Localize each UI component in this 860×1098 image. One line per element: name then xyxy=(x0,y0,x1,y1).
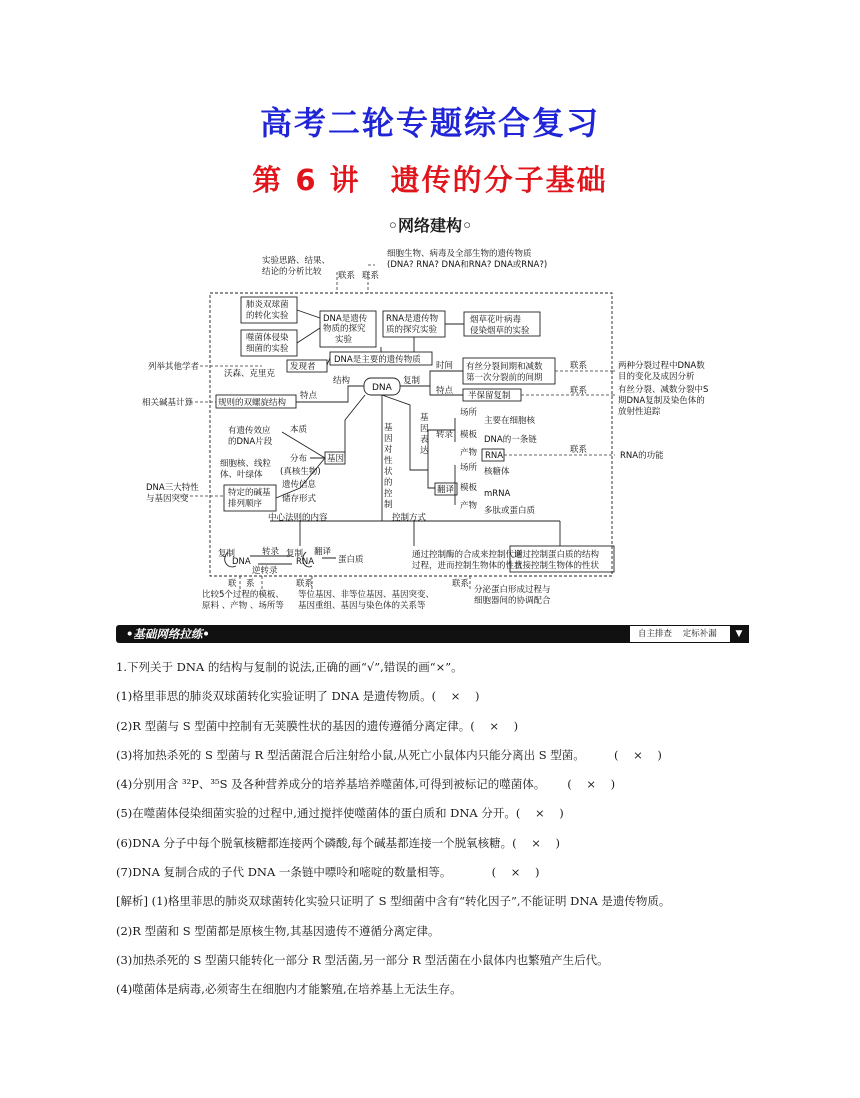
link-label: 联系 xyxy=(296,579,314,589)
note-text: 基因重组、基因与染色体的关系等 xyxy=(298,601,426,611)
box-text: 因 xyxy=(420,424,429,434)
box-text: 场所 xyxy=(460,408,478,418)
box-text: 特点 xyxy=(300,391,318,401)
box-text: 控 xyxy=(384,489,393,499)
note-text: 等位基因、非等位基因、基因突变、 xyxy=(298,590,435,600)
box-text: 发现者 xyxy=(290,362,316,372)
note-text: DNA三大特性 xyxy=(146,483,199,493)
note-text: 原料 、产物 、场所等 xyxy=(202,601,284,611)
box-text: 性 xyxy=(384,456,393,466)
note-text: RNA的功能 xyxy=(620,451,664,461)
box-text: 产物 xyxy=(460,448,478,458)
box-text: 控制方式 xyxy=(392,513,427,523)
note-text: 分泌蛋白形成过程与 xyxy=(474,585,551,595)
analysis-text: (2)R 型菌和 S 型菌都是原核生物,其基因遗传不遵循分离定律。 xyxy=(116,924,440,938)
box-text: 侵染烟草的实验 xyxy=(470,326,530,336)
box-text: 模板 xyxy=(460,430,478,440)
link-label: 联系 xyxy=(570,386,588,396)
question-item: (5)在噬菌体侵染细菌实验的过程中,通过搅拌使噬菌体的蛋白质和 DNA 分开。( × ) xyxy=(116,806,564,820)
box-text: 因 xyxy=(384,434,393,444)
tag-fill-gap: 定标补漏 xyxy=(682,629,717,639)
question-stem: 1.下列关于 DNA 的结构与复制的说法,正确的画“√”,错误的画“×”。 xyxy=(116,660,463,674)
box-text: 制 xyxy=(384,500,393,510)
analysis-text: (3)加热杀死的 S 型菌只能转化一部分 R 型活菌,另一部分 R 型活菌在小鼠体内也繁殖产生后代。 xyxy=(116,953,609,967)
box-text: 复制 xyxy=(403,376,421,386)
lecture-topic: 遗传的分子基础 xyxy=(390,163,608,197)
note-text: 实验思路、结果、 xyxy=(262,256,331,266)
box-text: 本质 xyxy=(290,425,308,435)
box-text: 基 xyxy=(420,413,429,423)
page-title: 高考二轮专题综合复习 xyxy=(259,104,600,142)
note-text: 两种分裂过程中DNA数 xyxy=(618,361,705,371)
box-text: 排列顺序 xyxy=(228,499,263,509)
box-text: 模板 xyxy=(460,483,478,493)
note-text: 比较5个过程的模板、 xyxy=(202,590,284,600)
box-text: mRNA xyxy=(484,489,511,499)
box-text: 体、叶绿体 xyxy=(220,470,263,480)
note-text: 相关碱基计算 xyxy=(142,398,194,408)
note-text: 与基因突变 xyxy=(146,494,189,504)
box-text: 遗传信息 xyxy=(282,480,317,490)
box-text: 细胞核、线粒 xyxy=(220,459,272,469)
box-text: 半保留复制 xyxy=(468,391,511,401)
box-text: 细菌的实验 xyxy=(246,344,289,354)
box-text: 有遗传效应 xyxy=(228,426,271,436)
box-text: 产物 xyxy=(460,501,478,511)
box-text: 场所 xyxy=(460,463,478,473)
box-text: 噬菌体侵染 xyxy=(246,333,289,343)
chevron-down-icon: ▼ xyxy=(730,626,748,642)
box-text: 烟草花叶病毒 xyxy=(470,315,522,325)
link-label: 联 xyxy=(228,579,237,589)
section-bar-title: •基础网络拉练• xyxy=(126,627,210,641)
link-label: 联系 xyxy=(570,445,588,455)
box-text: 分布 xyxy=(290,454,308,464)
note-text: 结论的分析比较 xyxy=(262,267,322,277)
box-text: 直接控制生物体的性状 xyxy=(514,561,600,571)
note-text: 有丝分裂、减数分裂中S xyxy=(618,385,709,395)
box-text: 达 xyxy=(420,446,429,456)
box-text: (真核生物) xyxy=(280,467,321,477)
box-text: 基 xyxy=(384,423,393,433)
box-text: 复制 xyxy=(218,549,236,559)
box-text: 基因 xyxy=(327,454,345,464)
box-text: DNA是遗传 xyxy=(323,314,368,324)
note-text: 期DNA复制及染色体的 xyxy=(618,396,705,406)
question-item: (2)R 型菌与 S 型菌中控制有无荚膜性状的基因的遗传遵循分离定律。( × ) xyxy=(116,719,519,733)
box-text: 蛋白质 xyxy=(338,555,364,565)
box-text: DNA xyxy=(232,557,251,567)
box-text: 储存形式 xyxy=(282,494,317,504)
box-text: 通过控制酶的合成来控制代谢 xyxy=(412,550,523,560)
box-text: 的DNA片段 xyxy=(228,437,273,447)
section-heading: ◦网络建构◦ xyxy=(387,216,473,235)
question-item: (3)将加热杀死的 S 型菌与 R 型活菌混合后注射给小鼠,从死亡小鼠体内只能分离出 S 型菌。 ( × ) xyxy=(116,748,662,762)
box-text: 过程，进而控制生物体的性状 xyxy=(412,561,523,571)
box-text: 沃森、克里克 xyxy=(224,369,276,379)
note-text: 细胞器间的协调配合 xyxy=(474,596,551,606)
link-label: 联系 xyxy=(338,271,356,281)
box-text: 核糖体 xyxy=(484,467,510,477)
box-text: 通过控制蛋白质的结构 xyxy=(514,550,600,560)
note-text: (DNA? RNA? DNA和RNA? DNA或RNA?) xyxy=(387,260,548,270)
note-text: 列举其他学者 xyxy=(148,362,200,372)
box-text: DNA的一条链 xyxy=(484,435,537,445)
question-item: (6)DNA 分子中每个脱氧核糖都连接两个磷酸,每个碱基都连接一个脱氧核糖。( × ) xyxy=(116,836,561,850)
question-item: (7)DNA 复制合成的子代 DNA 一条链中嘌呤和嘧啶的数量相等。 ( × ) xyxy=(116,865,540,879)
box-text: 逆转录 xyxy=(252,566,278,576)
note-text: 细胞生物、病毒及全部生物的遗传物质 xyxy=(387,249,532,259)
box-text: 翻译 xyxy=(437,485,455,495)
note-text: 放射性追踪 xyxy=(618,407,661,417)
question-item: (4)分别用含 ³²P、³⁵S 及各种营养成分的培养基培养噬菌体,可得到被标记的噬菌体。 ( × ) xyxy=(116,777,616,791)
link-label: 系 xyxy=(246,579,255,589)
box-text: 主要在细胞核 xyxy=(484,416,536,426)
box-text: 有丝分裂间期和减数 xyxy=(466,362,543,372)
box-text: 转录 xyxy=(262,547,280,557)
section-bar xyxy=(116,625,749,643)
box-text: 实验 xyxy=(335,335,353,345)
analysis-text: (4)噬菌体是病毒,必须寄生在细胞内才能繁殖,在培养基上无法生存。 xyxy=(116,982,462,996)
box-text: DNA xyxy=(372,383,392,393)
box-text: RNA xyxy=(296,557,315,567)
section-bar-tag xyxy=(629,625,749,643)
analysis-text: [解析] (1)格里菲思的肺炎双球菌转化实验只证明了 S 型细菌中含有“转化因子”,不能证明 DNA 是遗传物质。 xyxy=(116,894,671,908)
box-text: 肺炎双球菌 xyxy=(246,300,289,310)
question-item: (1)格里菲思的肺炎双球菌转化实验证明了 DNA 是遗传物质。( × ) xyxy=(116,689,480,703)
link-label: 联系 xyxy=(452,579,470,589)
box-text: 物质的探究 xyxy=(323,324,366,334)
box-text: 多肽或蛋白质 xyxy=(484,506,536,516)
note-text: 目的变化及成因分析 xyxy=(618,372,695,382)
box-text: RNA xyxy=(485,451,504,461)
box-text: 的 xyxy=(384,478,393,488)
box-text: 特定的碱基 xyxy=(228,488,271,498)
box-text: 转录 xyxy=(436,430,454,440)
lecture-number: 第 6 讲 xyxy=(252,163,361,197)
box-text: 规则的双螺旋结构 xyxy=(218,398,287,408)
box-text: DNA是主要的遗传物质 xyxy=(334,355,421,365)
box-text: 的转化实验 xyxy=(246,311,289,321)
box-text: 状 xyxy=(384,467,393,477)
box-text: 表 xyxy=(420,435,429,445)
box-text: 质的探究实验 xyxy=(386,325,438,335)
box-text: 第一次分裂前的间期 xyxy=(466,373,543,383)
box-text: RNA是遗传物 xyxy=(386,314,439,324)
box-text: 时间 xyxy=(436,361,454,371)
box-text: 中心法则的内容 xyxy=(268,513,328,523)
box-text: 特点 xyxy=(436,386,454,396)
box-text: 复制 xyxy=(286,549,304,559)
tag-self-check: 自主排查 xyxy=(638,629,673,639)
box-text: 对 xyxy=(384,445,393,455)
box-text: 结构 xyxy=(333,376,351,386)
link-label: 联系 xyxy=(570,361,588,371)
link-label: 联系 xyxy=(362,271,380,281)
box-text: 翻译 xyxy=(314,547,332,557)
